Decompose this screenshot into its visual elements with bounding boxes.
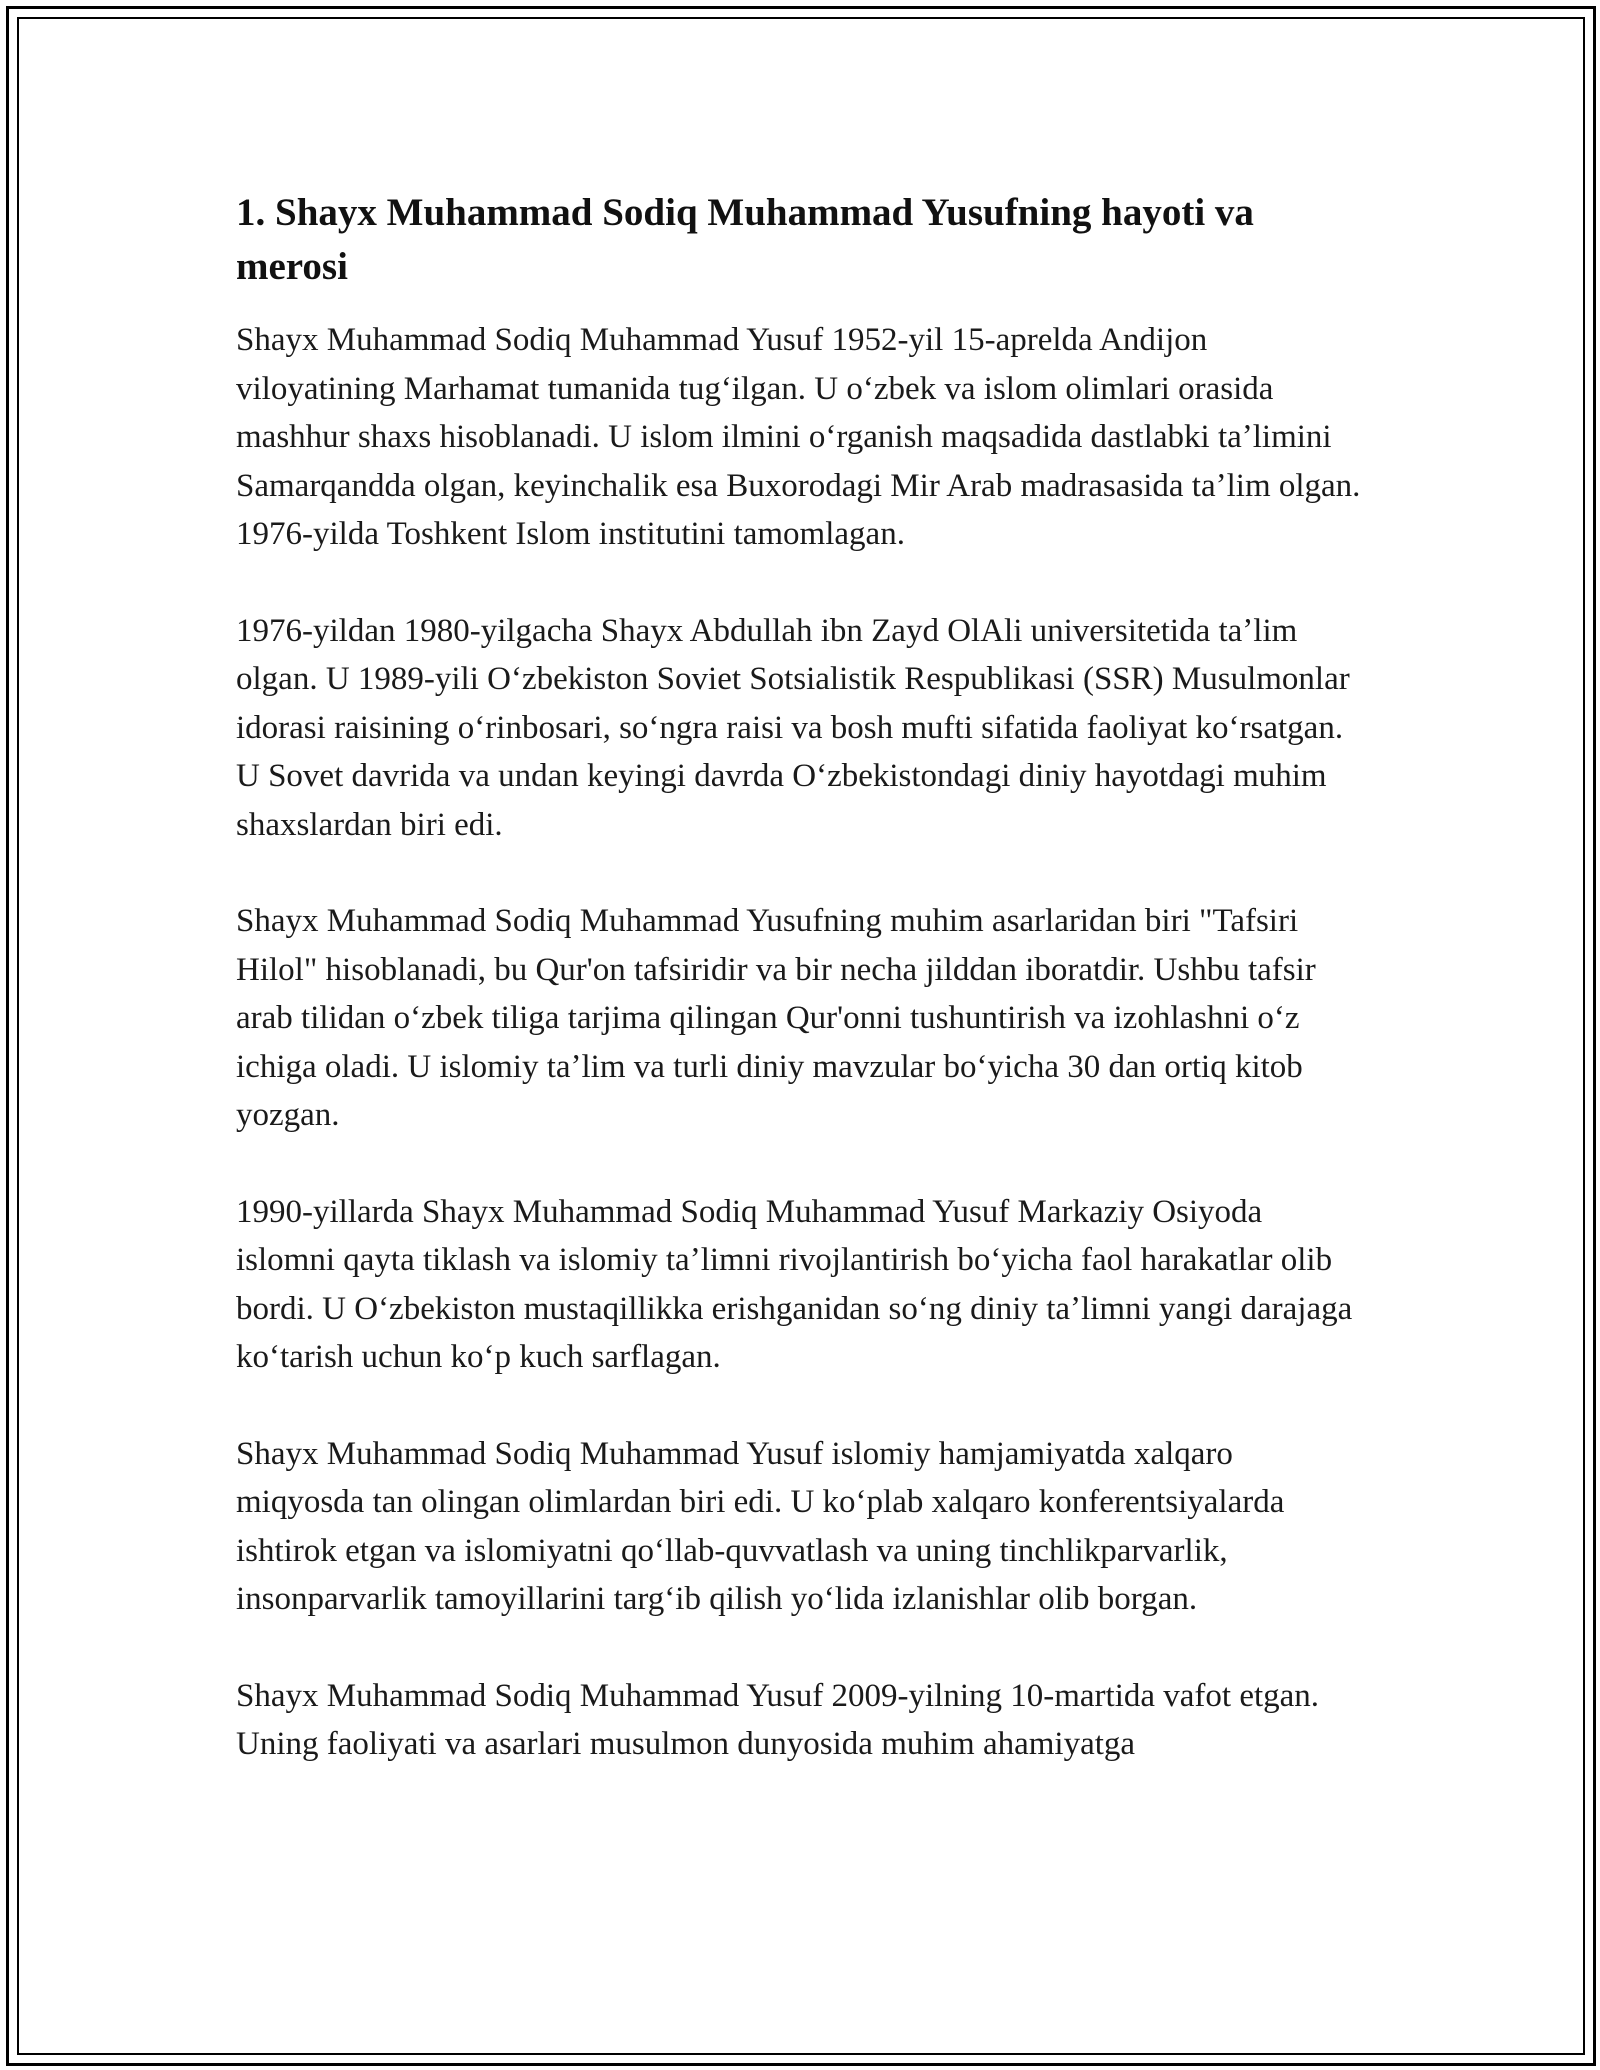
paragraph-2: 1976-yildan 1980-yilgacha Shayx Abdullah ibn Zayd OlAli universitetida taʼlim olgan. U 1989-yili Oʻzbekiston Soviet Sotsialistik Respublikasi (SSR) Musulmonlar idorasi raisining oʻrinbosari, soʻngra raisi va bosh mufti sifatida faoliyat koʻrsatgan. U Sovet davrida va undan keyingi davrda Oʻzbekistondagi diniy hayotdagi muhim shaxslardan biri edi. bbox=[236, 612, 1350, 843]
paragraph-6: Shayx Muhammad Sodiq Muhammad Yusuf 2009-yilning 10-martida vafot etgan. Uning faoliyati va asarlari musulmon dunyosida muhim ahamiyatga bbox=[236, 1677, 1320, 1762]
paragraph-4: 1990-yillarda Shayx Muhammad Sodiq Muhammad Yusuf Markaziy Osiyoda islomni qayta tiklash va islomiy taʼlimni rivojlantirish boʻyicha faol harakatlar olib bordi. U Oʻzbekiston mustaqillikka erishganidan soʻng diniy taʼlimni yangi darajaga koʻtarish uchun koʻp kuch sarflagan. bbox=[236, 1193, 1353, 1375]
paragraph-3: Shayx Muhammad Sodiq Muhammad Yusufning muhim asarlaridan biri "Tafsiri Hilol" hisoblanadi, bu Qur'on tafsiridir va bir necha jilddan iboratdir. Ushbu tafsir arab tilidan oʻzbek tiliga tarjima qilingan Qur'onni tushuntirish va izohlashni oʻz ichiga oladi. U islomiy taʼlim va turli diniy mavzular boʻyicha 30 dan ortiq kitob yozgan. bbox=[236, 903, 1316, 1133]
paragraph-5: Shayx Muhammad Sodiq Muhammad Yusuf islomiy hamjamiyatda xalqaro miqyosda tan olingan olimlardan biri edi. U koʻplab xalqaro konferentsiyalarda ishtirok etgan va islomiyatni qoʻllab-quvvatlash va uning tinchlikparvarlik, insonparvarlik tamoyillarini targʻib qilish yoʻlida izlanishlar olib borgan. bbox=[236, 1435, 1285, 1617]
paragraph-1: Shayx Muhammad Sodiq Muhammad Yusuf 1952-yil 15-aprelda Andijon viloyatining Marhamat tumanida tugʻilgan. U oʻzbek va islom olimlari orasida mashhur shaxs hisoblanadi. U islom ilmini oʻrganish maqsadida dastlabki taʼlimini Samarqandda olgan, keyinchalik esa Buxorodagi Mir Arab madrasasida taʼlim olgan. 1976-yilda Toshkent Islom institutini tamomlagan. bbox=[236, 322, 1361, 552]
section-heading: 1. Shayx Muhammad Sodiq Muhammad Yusufning hayoti va merosi bbox=[236, 191, 1254, 288]
document-body bbox=[236, 186, 1366, 1817]
